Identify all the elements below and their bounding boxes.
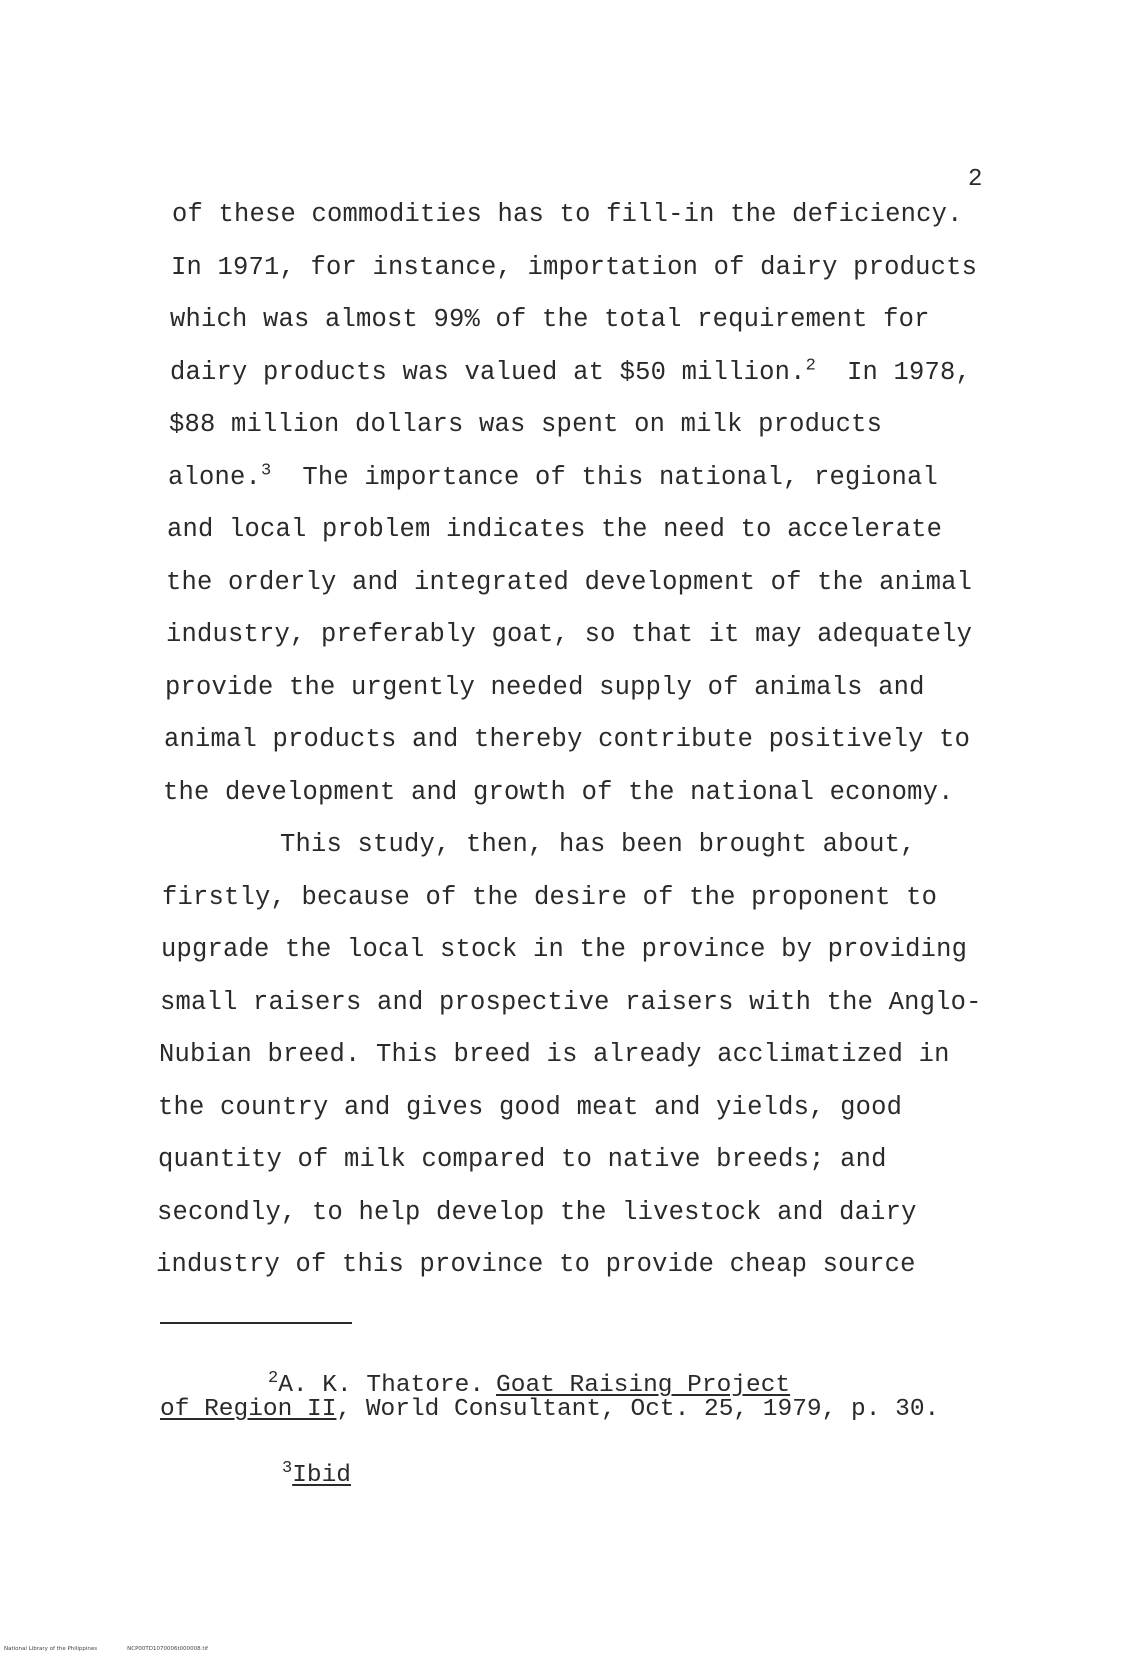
body-line: Nubian breed. This breed is already acclimatized in — [159, 1040, 950, 1069]
body-line: firstly, because of the desire of the proponent to — [162, 883, 938, 912]
body-line: $88 million dollars was spent on milk products — [169, 410, 883, 439]
footnote-divider — [160, 1322, 352, 1324]
body-line: This study, then, has been brought about, — [280, 830, 916, 859]
scan-credit-library: National Library of the Philippines — [4, 1646, 98, 1652]
scan-credit-file: NCP00TD1070006t000008.tif — [127, 1646, 208, 1652]
scan-credit — [4, 1646, 238, 1652]
footnote-3-marker: 3 — [282, 1458, 293, 1478]
body-line: provide the urgently needed supply of animals and — [165, 673, 925, 702]
footnote-reference: 2 — [805, 356, 817, 376]
footnote-2-marker: 2 — [268, 1368, 279, 1388]
body-line: upgrade the local stock in the province by providing — [161, 935, 968, 964]
body-line: dairy products was valued at $50 million.$^2$ In 1978, — [170, 356, 972, 387]
footnote-2-author: A. K. Thatore. — [278, 1372, 485, 1399]
body-line: which was almost 99% of the total requirement for — [170, 305, 930, 334]
body-line: industry of this province to provide cheap source — [156, 1250, 916, 1279]
footnote-reference: 3 — [261, 461, 272, 481]
body-line: of these commodities has to fill-in the deficiency. — [172, 200, 963, 229]
body-line: small raisers and prospective raisers with the Anglo- — [160, 988, 982, 1017]
body-line: the country and gives good meat and yields, good — [158, 1093, 903, 1122]
footnote-3-text: Ibid — [292, 1462, 352, 1489]
footnote-2-title-part2: of Region II — [160, 1396, 337, 1423]
body-line: In 1971, for instance, importation of dairy products — [171, 253, 978, 282]
body-line: and local problem indicates the need to accelerate — [167, 515, 943, 544]
body-line: the orderly and integrated development of the animal — [166, 568, 973, 597]
body-line: the development and growth of the national economy. — [163, 778, 954, 807]
body-line: alone.$^3$ The importance of this national, regional — [168, 461, 939, 492]
footnote-2-rest: , World Consultant, Oct. 25, 1979, p. 30. — [336, 1396, 940, 1423]
page-number: 2 — [968, 166, 983, 193]
body-line: industry, preferably goat, so that it may adequately — [166, 620, 973, 649]
body-line: animal products and thereby contribute positively to — [164, 725, 971, 754]
body-line: secondly, to help develop the livestock and dairy — [157, 1198, 917, 1227]
footnote-2-line-1 — [268, 1368, 791, 1399]
footnote-2-title-part1: Goat Raising Project — [496, 1372, 791, 1399]
body-line: quantity of milk compared to native breeds; and — [158, 1145, 887, 1174]
footnote-3 — [282, 1458, 352, 1489]
footnote-2-line-2 — [160, 1396, 939, 1423]
